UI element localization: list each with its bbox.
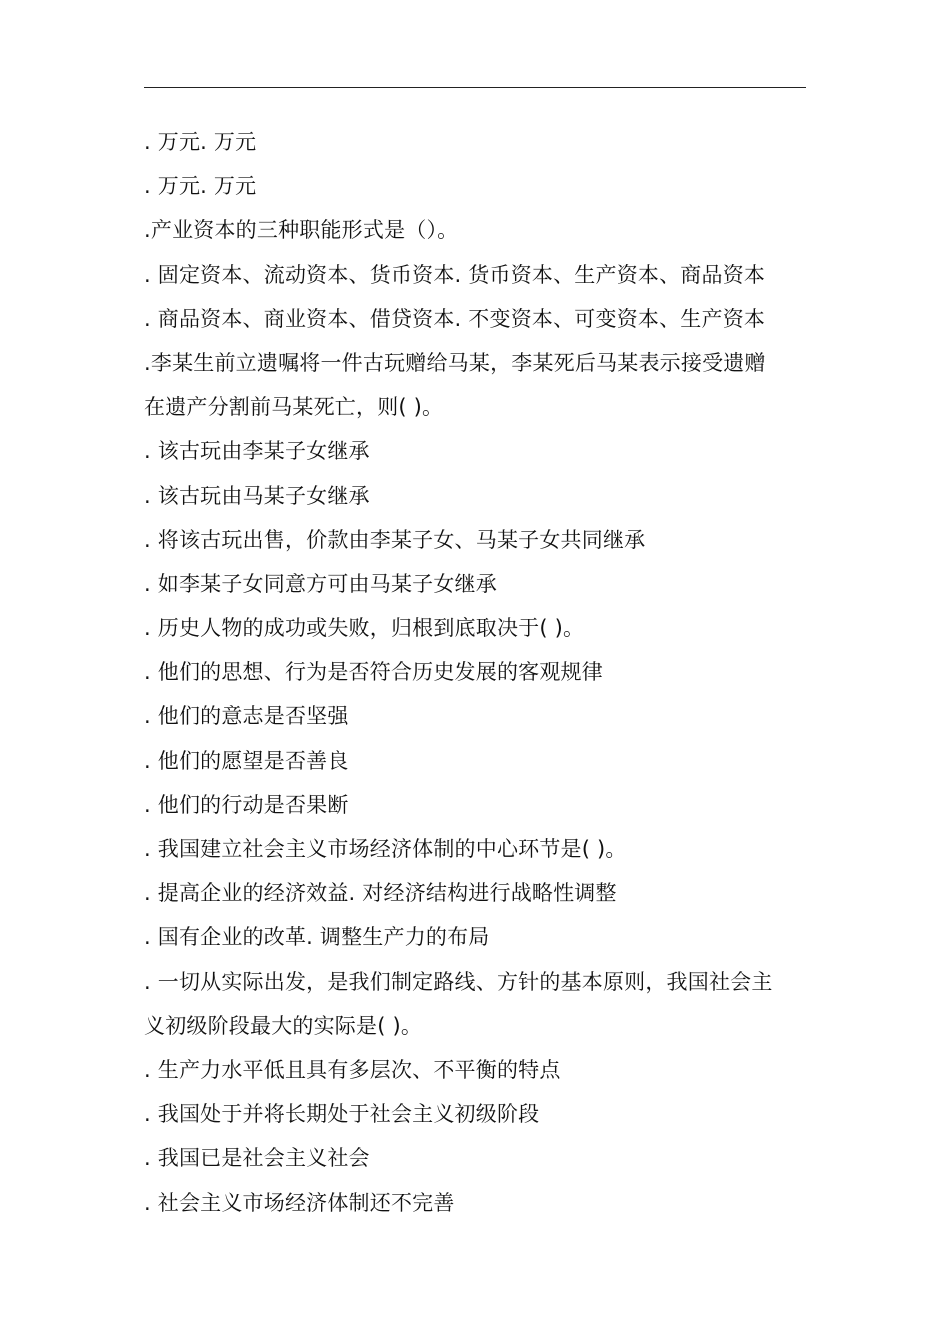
option-line: . 我国已是社会主义社会 [144, 1146, 370, 1171]
question-line: . 历史人物的成功或失败，归根到底取决于( )。 [144, 616, 585, 641]
question-line: .李某生前立遗嘱将一件古玩赠给马某，李某死后马某表示接受遗赠 [144, 350, 766, 375]
option-line: . 国有企业的改革. 调整生产力的布局 [144, 925, 490, 950]
question-line: .产业资本的三种职能形式是（）。 [144, 218, 459, 243]
option-line: . 如李某子女同意方可由马某子女继承 [144, 571, 497, 596]
question-line-continued: 在遗产分割前马某死亡，则( )。 [144, 395, 444, 420]
option-line: . 他们的思想、行为是否符合历史发展的客观规律 [144, 660, 603, 685]
option-line: . 将该古玩出售，价款由李某子女、马某子女共同继承 [144, 527, 646, 552]
text-line: . 万元. 万元 [144, 174, 257, 199]
option-line: . 他们的愿望是否善良 [144, 748, 349, 773]
text-line: . 万元. 万元 [144, 130, 257, 154]
option-line: . 商品资本、商业资本、借贷资本. 不变资本、可变资本、生产资本 [144, 306, 766, 331]
option-line: . 该古玩由李某子女继承 [144, 439, 370, 464]
option-line: . 生产力水平低且具有多层次、不平衡的特点 [144, 1057, 561, 1082]
option-line: . 提高企业的经济效益. 对经济结构进行战略性调整 [144, 881, 617, 906]
option-line: . 他们的意志是否坚强 [144, 704, 349, 729]
question-line: . 一切从实际出发，是我们制定路线、方针的基本原则，我国社会主 [144, 969, 773, 994]
option-line: . 固定资本、流动资本、货币资本. 货币资本、生产资本、商品资本 [144, 262, 766, 287]
option-line: . 社会主义市场经济体制还不完善 [144, 1190, 455, 1215]
document-body [144, 122, 814, 1227]
option-line: . 我国处于并将长期处于社会主义初级阶段 [144, 1102, 540, 1127]
option-line: . 他们的行动是否果断 [144, 792, 349, 817]
question-line: . 我国建立社会主义市场经济体制的中心环节是( )。 [144, 837, 627, 861]
question-line-continued: 义初级阶段最大的实际是( )。 [144, 1013, 423, 1038]
header-rule [144, 87, 806, 88]
option-line: . 该古玩由马某子女继承 [144, 483, 370, 508]
